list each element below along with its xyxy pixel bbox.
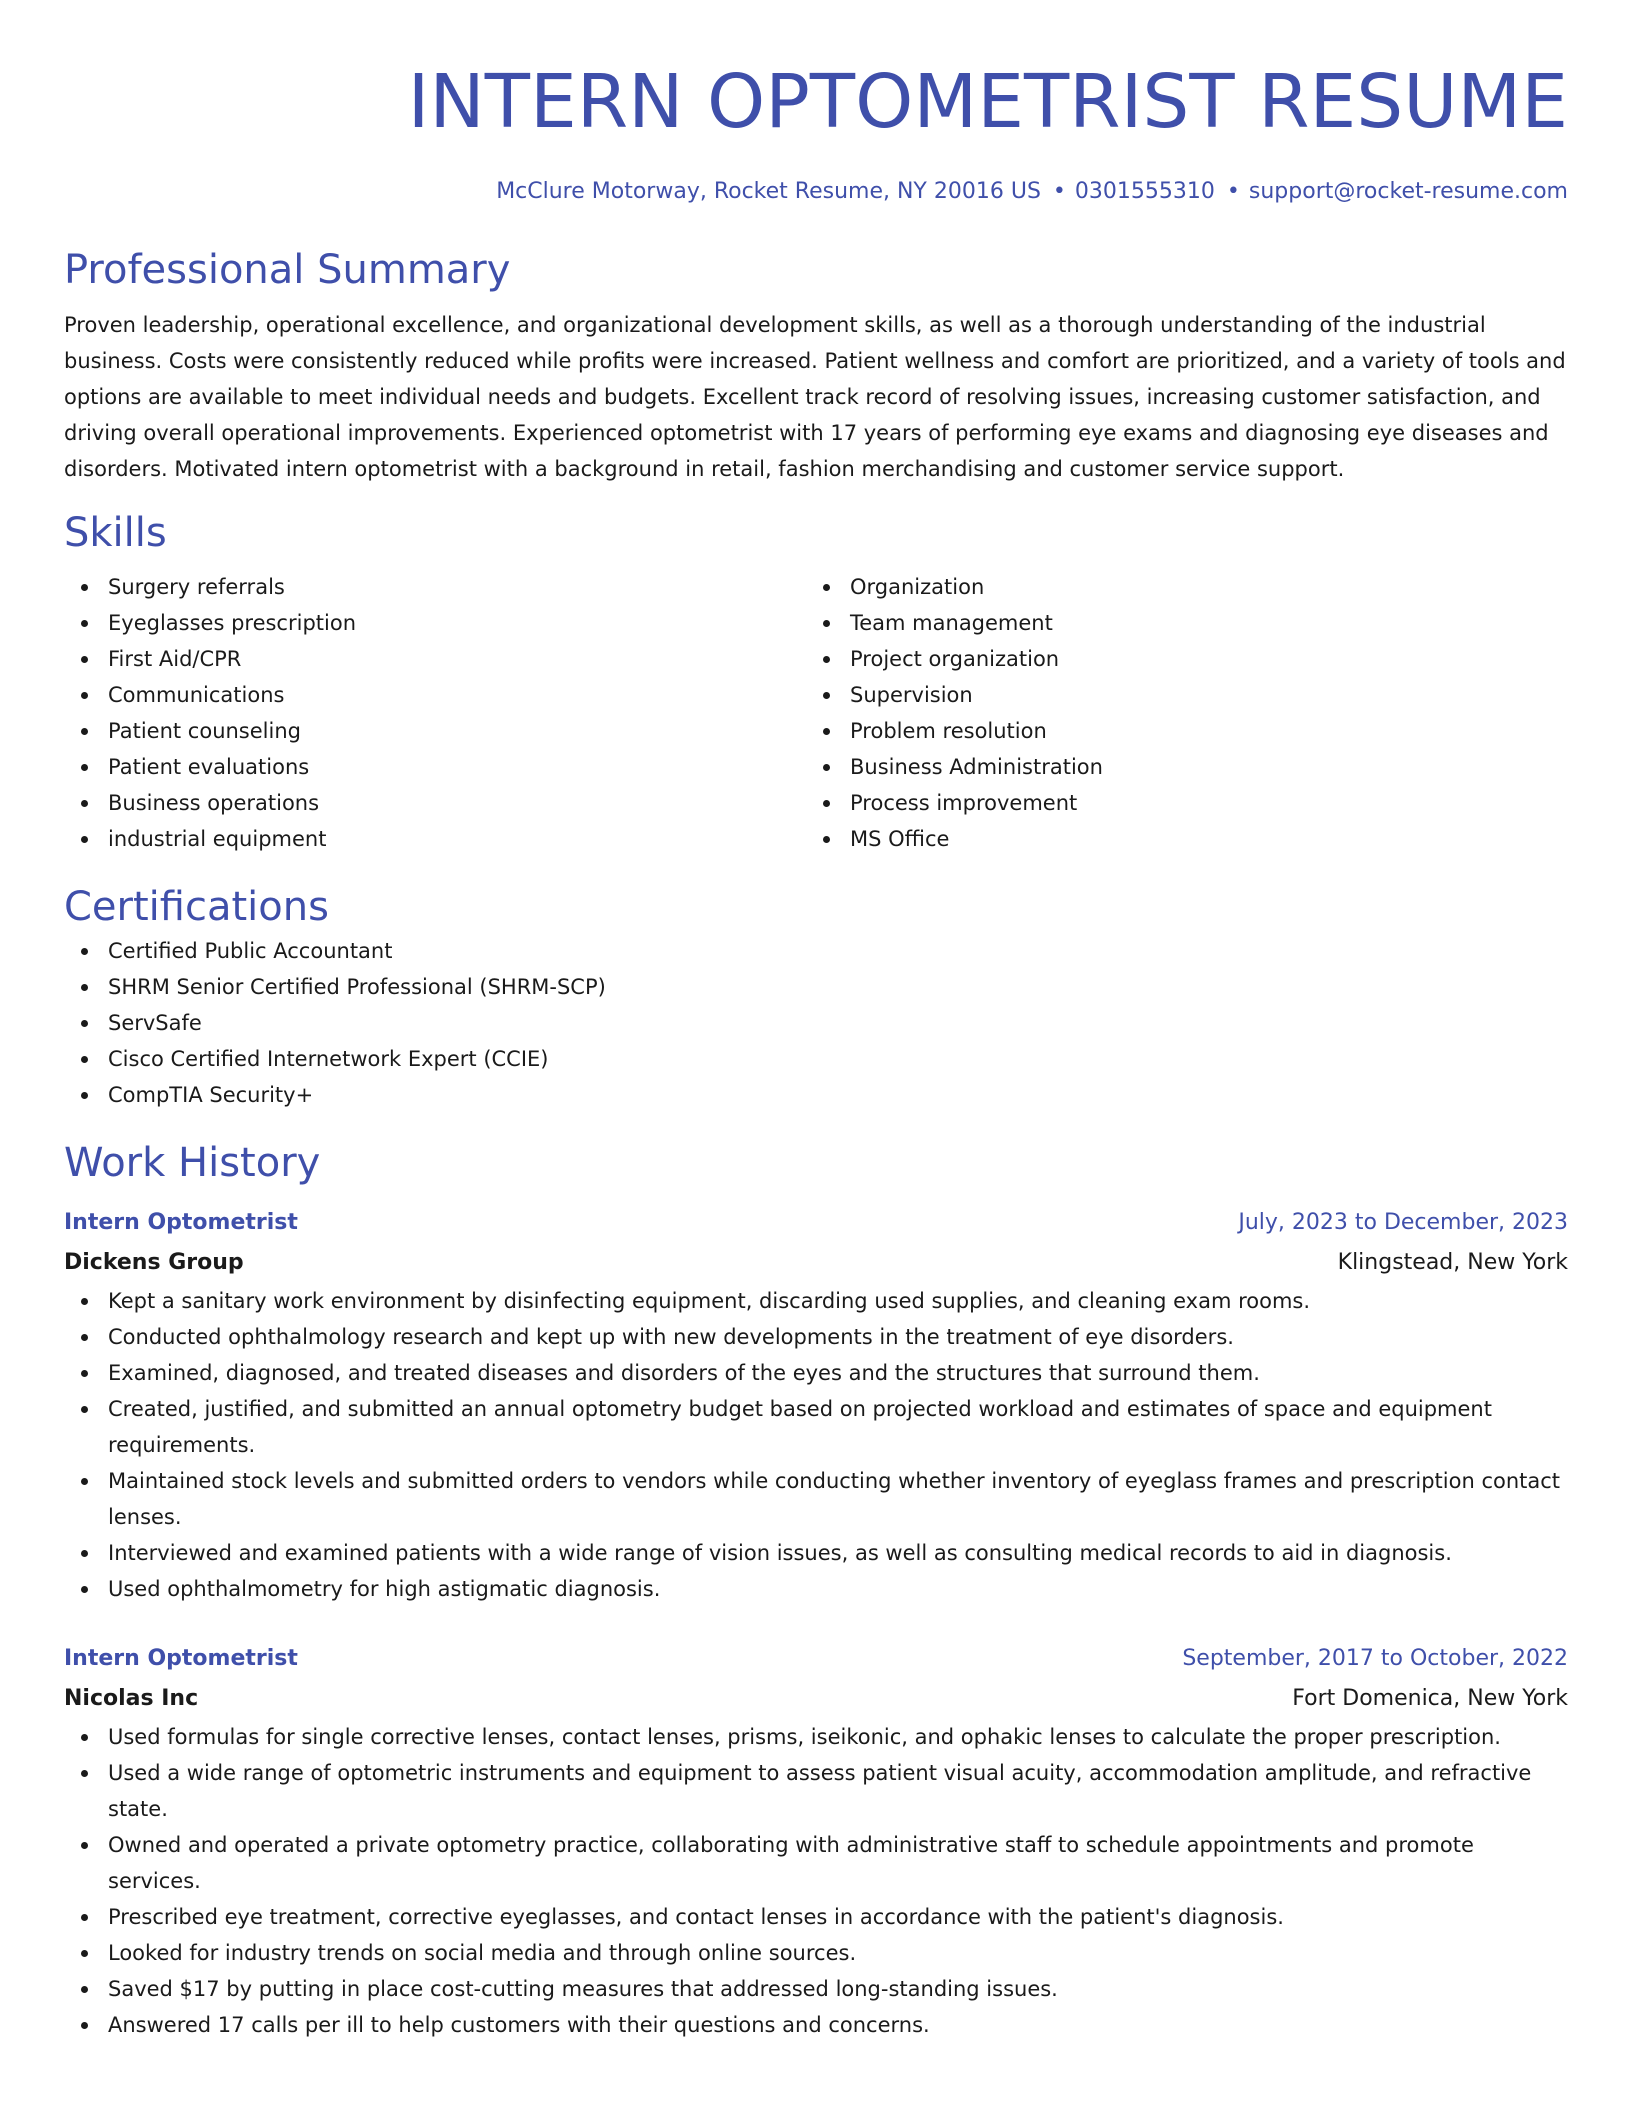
job-duty-item: Answered 17 calls per ill to help customers with their questions and concerns.	[64, 2007, 1568, 2043]
skills-grid	[64, 569, 1568, 857]
certification-item: Certified Public Accountant	[64, 933, 1568, 969]
job-dates: July, 2023 to December, 2023	[1238, 1210, 1568, 1235]
skill-item: First Aid/CPR	[64, 641, 806, 677]
certification-item: ServSafe	[64, 1005, 1568, 1041]
certifications-list	[64, 933, 1568, 1113]
job-duty-item: Used a wide range of optometric instruments and equipment to assess patient visual acuity, accommodation amplitude, and refractive state.	[64, 1755, 1568, 1827]
certification-item: SHRM Senior Certified Professional (SHRM-SCP)	[64, 969, 1568, 1005]
job-duty-item: Interviewed and examined patients with a wide range of vision issues, as well as consulting medical records to aid in diagnosis.	[64, 1535, 1568, 1571]
skill-item: Patient counseling	[64, 713, 806, 749]
skills-list-left	[64, 569, 806, 857]
job-duty-item: Prescribed eye treatment, corrective eyeglasses, and contact lenses in accordance with the patient's diagnosis.	[64, 1899, 1568, 1935]
certification-item: CompTIA Security+	[64, 1077, 1568, 1113]
skill-item: Supervision	[806, 677, 1548, 713]
contact-email[interactable]: support@rocket-resume.com	[1248, 179, 1568, 204]
job-duty-item: Used ophthalmometry for high astigmatic diagnosis.	[64, 1571, 1568, 1607]
job-entry	[64, 1639, 1568, 2043]
skill-item: Team management	[806, 605, 1548, 641]
skill-item: Business Administration	[806, 749, 1548, 785]
resume-header	[64, 0, 1568, 207]
job-duty-item: Created, justified, and submitted an annual optometry budget based on projected workload and estimates of space and equipment requirements.	[64, 1391, 1568, 1463]
professional-summary-section	[64, 244, 1568, 487]
job-location: Fort Domenica, New York	[1292, 1686, 1568, 1711]
job-dates: September, 2017 to October, 2022	[1182, 1646, 1568, 1671]
job-company: Dickens Group	[64, 1250, 244, 1275]
job-duties-list	[64, 1719, 1568, 2043]
contact-line	[64, 177, 1568, 207]
skills-column-left	[64, 569, 806, 857]
skills-column-right	[806, 569, 1548, 857]
job-duty-item: Looked for industry trends on social media and through online sources.	[64, 1935, 1568, 1971]
resume-title: INTERN OPTOMETRIST RESUME	[407, 59, 1568, 145]
job-employer-row	[64, 1243, 1568, 1283]
job-duty-item: Kept a sanitary work environment by disinfecting equipment, discarding used supplies, and cleaning exam rooms.	[64, 1283, 1568, 1319]
contact-address: McClure Motorway, Rocket Resume, NY 20016 US	[496, 179, 1041, 204]
job-duty-item: Examined, diagnosed, and treated diseases and disorders of the eyes and the structures that surround them.	[64, 1355, 1568, 1391]
section-heading-work-history: Work History	[64, 1140, 321, 1186]
skill-item: Project organization	[806, 641, 1548, 677]
section-heading-summary: Professional Summary	[64, 247, 511, 293]
job-duty-item: Conducted ophthalmology research and kept up with new developments in the treatment of eye disorders.	[64, 1319, 1568, 1355]
summary-text: Proven leadership, operational excellence, and organizational development skills, as well as a thorough understanding of the industrial business. Costs were consistently reduced while profits were increased. Patient wellness and comfort are prioritized, and a variety of tools and options are available to meet individual needs and budgets. Excellent track record of resolving issues, increasing customer satisfaction, and driving overall operational improvements. Experienced optometrist with 17 years of performing eye exams and diagnosing eye diseases and disorders. Motivated intern optometrist with a background in retail, fashion merchandising and customer service support.	[64, 313, 1566, 481]
job-duty-item: Used formulas for single corrective lenses, contact lenses, prisms, iseikonic, and ophakic lenses to calculate the proper prescription.	[64, 1719, 1568, 1755]
job-title: Intern Optometrist	[64, 1646, 298, 1671]
skill-item: MS Office	[806, 821, 1548, 857]
section-heading-skills: Skills	[64, 510, 167, 556]
job-header-row	[64, 1639, 1568, 1679]
skill-item: Organization	[806, 569, 1548, 605]
skill-item: Problem resolution	[806, 713, 1548, 749]
job-employer-row	[64, 1679, 1568, 1719]
job-location: Klingstead, New York	[1337, 1250, 1568, 1275]
job-title: Intern Optometrist	[64, 1210, 298, 1235]
skill-item: Business operations	[64, 785, 806, 821]
job-duty-item: Maintained stock levels and submitted orders to vendors while conducting whether inventory of eyeglass frames and prescription contact lenses.	[64, 1463, 1568, 1535]
skill-item: Patient evaluations	[64, 749, 806, 785]
skill-item: Eyeglasses prescription	[64, 605, 806, 641]
job-entry	[64, 1203, 1568, 1607]
contact-separator: •	[1226, 179, 1240, 204]
job-duty-item: Saved $17 by putting in place cost-cutting measures that addressed long-standing issues.	[64, 1971, 1568, 2007]
contact-phone: 0301555310	[1074, 179, 1215, 204]
resume-page	[64, 0, 1568, 2043]
section-heading-certifications: Certifications	[64, 884, 329, 930]
skill-item: Surgery referrals	[64, 569, 806, 605]
certification-item: Cisco Certified Internetwork Expert (CCIE)	[64, 1041, 1568, 1077]
work-history-section	[64, 1137, 1568, 2043]
job-duty-item: Owned and operated a private optometry practice, collaborating with administrative staff to schedule appointments and promote services.	[64, 1827, 1568, 1899]
certifications-section	[64, 881, 1568, 1113]
job-header-row	[64, 1203, 1568, 1243]
contact-separator: •	[1052, 179, 1066, 204]
job-company: Nicolas Inc	[64, 1686, 199, 1711]
skill-item: Communications	[64, 677, 806, 713]
skill-item: industrial equipment	[64, 821, 806, 857]
skills-list-right	[806, 569, 1548, 857]
skills-section	[64, 507, 1568, 857]
skill-item: Process improvement	[806, 785, 1548, 821]
job-duties-list	[64, 1283, 1568, 1607]
